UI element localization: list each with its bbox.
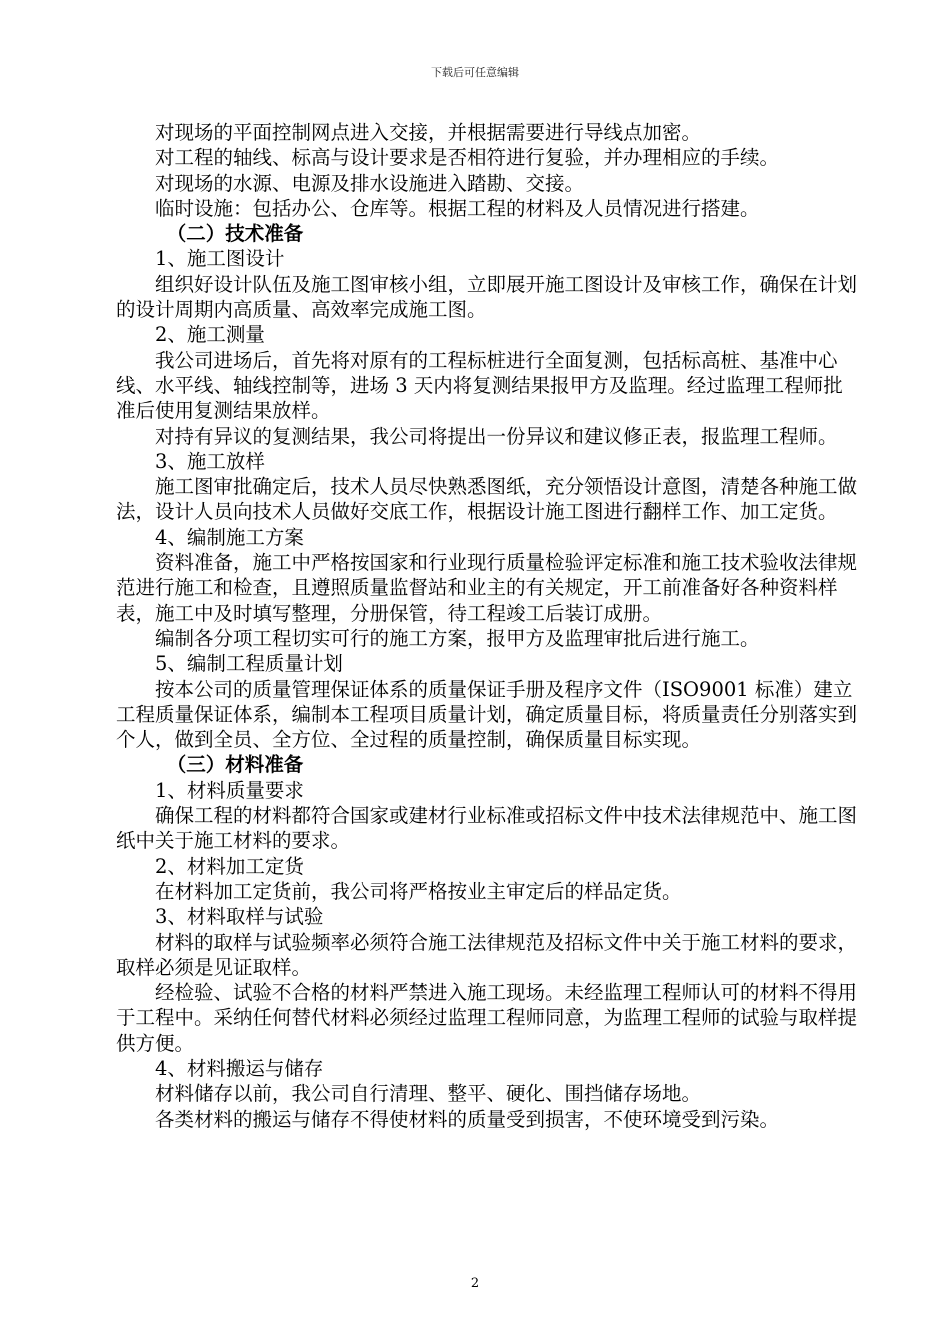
paragraph: 对现场的水源、电源及排水设施进入踏勘、交接。 [155,171,585,195]
paragraph: 经检验、试验不合格的材料严禁进入施工现场。未经监理工程师认可的材料不得用于工程中。采纳任何替代材料必须经过监理工程师同意，为监理工程师的试验与取样提供方便。 [116,981,858,1055]
document-body [116,120,860,1132]
paragraph: 材料的取样与试验频率必须符合施工法律规范及招标文件中关于施工材料的要求，取样必须是见证取样。 [116,930,858,979]
paragraph: 在材料加工定货前，我公司将严格按业主审定后的样品定货。 [155,879,682,903]
subheading: 2、施工测量 [155,323,265,347]
subheading: 3、施工放样 [155,449,265,473]
paragraph: 编制各分项工程切实可行的施工方案，报甲方及监理审批后进行施工。 [155,626,760,650]
paragraph: 临时设施：包括办公、仓库等。根据工程的材料及人员情况进行搭建。 [155,196,760,220]
paragraph: 资料准备，施工中严格按国家和行业现行质量检验评定标准和施工技术验收法律规范进行施工和检查，且遵照质量监督站和业主的有关规定，开工前准备好各种资料样表，施工中及时填写整理，分册保管，待工程竣工后装订成册。 [116,551,858,625]
paragraph: 确保工程的材料都符合国家或建材行业标准或招标文件中技术法律规范中、施工图纸中关于施工材料的要求。 [116,804,858,853]
page-number: 2 [470,1276,480,1291]
paragraph: 对工程的轴线、标高与设计要求是否相符进行复验，并办理相应的手续。 [155,146,780,170]
subheading: 3、材料取样与试验 [155,905,324,929]
paragraph: 组织好设计队伍及施工图审核小组，立即展开施工图设计及审核工作，确保在计划的设计周期内高质量、高效率完成施工图。 [116,272,858,322]
paragraph: 我公司进场后，首先将对原有的工程标桩进行全面复测，包括标高桩、基准中心线、水平线、轴线控制等，进场 3 天内将复测结果报甲方及监理。经过监理工程师批准后使用复测结果放样。 [116,348,843,423]
page-header: 下载后可任意编辑 [431,66,519,79]
paragraph: 对持有异议的复测结果，我公司将提出一份异议和建议修正表，报监理工程师。 [155,424,838,448]
subheading: 5、编制工程质量计划 [155,652,343,676]
subheading: 4、材料搬运与储存 [155,1056,324,1080]
subheading: 1、施工图设计 [155,247,285,271]
section-heading: （二）技术准备 [166,222,304,246]
paragraph: 对现场的平面控制网点进入交接，并根据需要进行导线点加密。 [155,121,702,144]
subheading: 1、材料质量要求 [155,778,304,802]
section-heading: （三）材料准备 [166,753,304,777]
paragraph: 各类材料的搬运与储存不得使材料的质量受到损害，不使环境受到污染。 [155,1107,780,1131]
subheading: 4、编制施工方案 [155,525,304,549]
paragraph: 材料储存以前，我公司自行清理、整平、硬化、围挡储存场地。 [155,1082,702,1106]
paragraph: 按本公司的质量管理保证体系的质量保证手册及程序文件（ISO9001 标准）建立工程质量保证体系，编制本工程项目质量计划，确定质量目标，将质量责任分别落实到个人，做到全员、全方位、全过程的质量控制，确保质量目标实现。 [116,677,858,752]
subheading: 2、材料加工定货 [155,854,304,878]
paragraph: 施工图审批确定后，技术人员尽快熟悉图纸，充分领悟设计意图，清楚各种施工做法，设计人员向技术人员做好交底工作，根据设计施工图进行翻样工作、加工定货。 [116,475,858,524]
